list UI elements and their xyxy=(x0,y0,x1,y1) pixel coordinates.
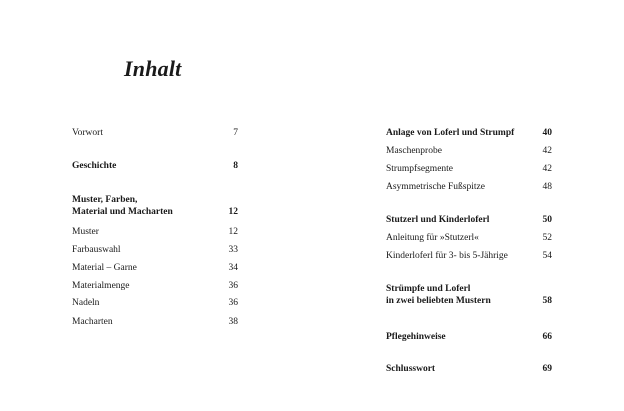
toc-entry-title-line: Maschenprobe xyxy=(386,146,442,156)
toc-entry-page-number: 42 xyxy=(542,146,552,156)
toc-entry-title-line: Stutzerl und Kinderloferl xyxy=(386,215,490,225)
toc-entry-page-number: 50 xyxy=(542,215,552,225)
toc-entry-title xyxy=(72,297,99,309)
toc-entry-title xyxy=(72,244,121,256)
toc-entry-page-number: 52 xyxy=(542,233,552,243)
toc-entry-page-number: 40 xyxy=(542,128,552,138)
toc-entry xyxy=(386,127,552,139)
toc-entry-title-line: Vorwort xyxy=(72,128,103,138)
toc-entry-title xyxy=(72,262,137,274)
toc-entry xyxy=(72,280,238,292)
toc-entry xyxy=(386,181,552,193)
toc-entry-title-line: Material – Garne xyxy=(72,263,137,273)
toc-entry-page-number: 69 xyxy=(542,364,552,374)
toc-entry xyxy=(72,262,238,274)
toc-entry-title-line: Strumpfsegmente xyxy=(386,164,454,174)
toc-entry xyxy=(386,232,552,244)
toc-entry-page-number: 8 xyxy=(233,161,238,171)
toc-entry-title xyxy=(386,363,435,375)
toc-entry-page-number: 12 xyxy=(228,227,238,237)
toc-entry-page-number: 7 xyxy=(233,128,238,138)
page-title: Inhalt xyxy=(124,56,182,81)
toc-entry-page-number: 48 xyxy=(542,182,552,192)
toc-entry xyxy=(72,194,238,218)
toc-entry-title xyxy=(386,232,479,244)
toc-entry xyxy=(386,214,552,226)
toc-entry-title xyxy=(72,226,99,238)
toc-entry-title xyxy=(386,163,453,175)
toc-entry-title-line: Materialmenge xyxy=(72,281,130,291)
toc-entry-title-line: Material und Macharten xyxy=(72,207,173,217)
toc-entry xyxy=(72,160,238,172)
toc-entry-page-number: 12 xyxy=(228,207,238,217)
toc-entry-title xyxy=(386,181,485,193)
toc-entry-title xyxy=(72,280,130,292)
toc-entry-title-line: Farbauswahl xyxy=(72,245,121,255)
toc-entry-page-number: 66 xyxy=(542,332,552,342)
toc-entry xyxy=(386,283,552,307)
toc-entry-page-number: 58 xyxy=(542,296,552,306)
toc-entry-title xyxy=(386,127,514,139)
toc-entry-page-number: 34 xyxy=(228,263,238,273)
toc-entry-title-line: Strümpfe und Loferl xyxy=(386,284,471,294)
toc-entry-title xyxy=(386,331,446,343)
toc-entry xyxy=(386,145,552,157)
toc-entry-title xyxy=(386,145,442,157)
toc-entry-title-line: Muster, Farben, xyxy=(72,195,138,205)
toc-entry xyxy=(386,363,552,375)
toc-entry-title-line: Anlage von Loferl und Strumpf xyxy=(386,128,515,138)
toc-entry-title-line: Pflegehinweise xyxy=(386,332,446,342)
toc-entry xyxy=(72,127,238,139)
toc-entry-title xyxy=(386,250,508,262)
toc-entry xyxy=(72,316,238,328)
toc-entry-title-line: Asymmetrische Fußspitze xyxy=(386,182,485,192)
toc-entry-title xyxy=(386,283,491,307)
toc-entry-title xyxy=(72,160,116,172)
toc-entry-title-line: Anleitung für »Stutzerl« xyxy=(386,233,479,243)
toc-entry xyxy=(72,244,238,256)
toc-entry-page-number: 54 xyxy=(542,251,552,261)
toc-entry-page-number: 42 xyxy=(542,164,552,174)
toc-entry-title xyxy=(72,127,103,139)
toc-entry-title-line: Kinderloferl für 3- bis 5-Jährige xyxy=(386,251,508,261)
toc-entry-title-line: Schlusswort xyxy=(386,364,436,374)
toc-entry-page-number: 36 xyxy=(228,281,238,291)
toc-entry-title-line: in zwei beliebten Mustern xyxy=(386,296,491,306)
toc-entry-page-number: 36 xyxy=(228,298,238,308)
toc-entry-title xyxy=(386,214,489,226)
toc-entry-title xyxy=(72,194,173,218)
toc-entry-page-number: 38 xyxy=(228,317,238,327)
toc-entry xyxy=(72,226,238,238)
toc-entry-title-line: Macharten xyxy=(72,317,113,327)
toc-entry xyxy=(386,331,552,343)
toc-entry xyxy=(386,250,552,262)
toc-entry-title-line: Muster xyxy=(72,227,99,237)
toc-entry xyxy=(72,297,238,309)
toc-entry-page-number: 33 xyxy=(228,245,238,255)
toc-entry-title xyxy=(72,316,113,328)
toc-entry xyxy=(386,163,552,175)
toc-entry-title-line: Geschichte xyxy=(72,161,117,171)
toc-entry-title-line: Nadeln xyxy=(72,298,100,308)
